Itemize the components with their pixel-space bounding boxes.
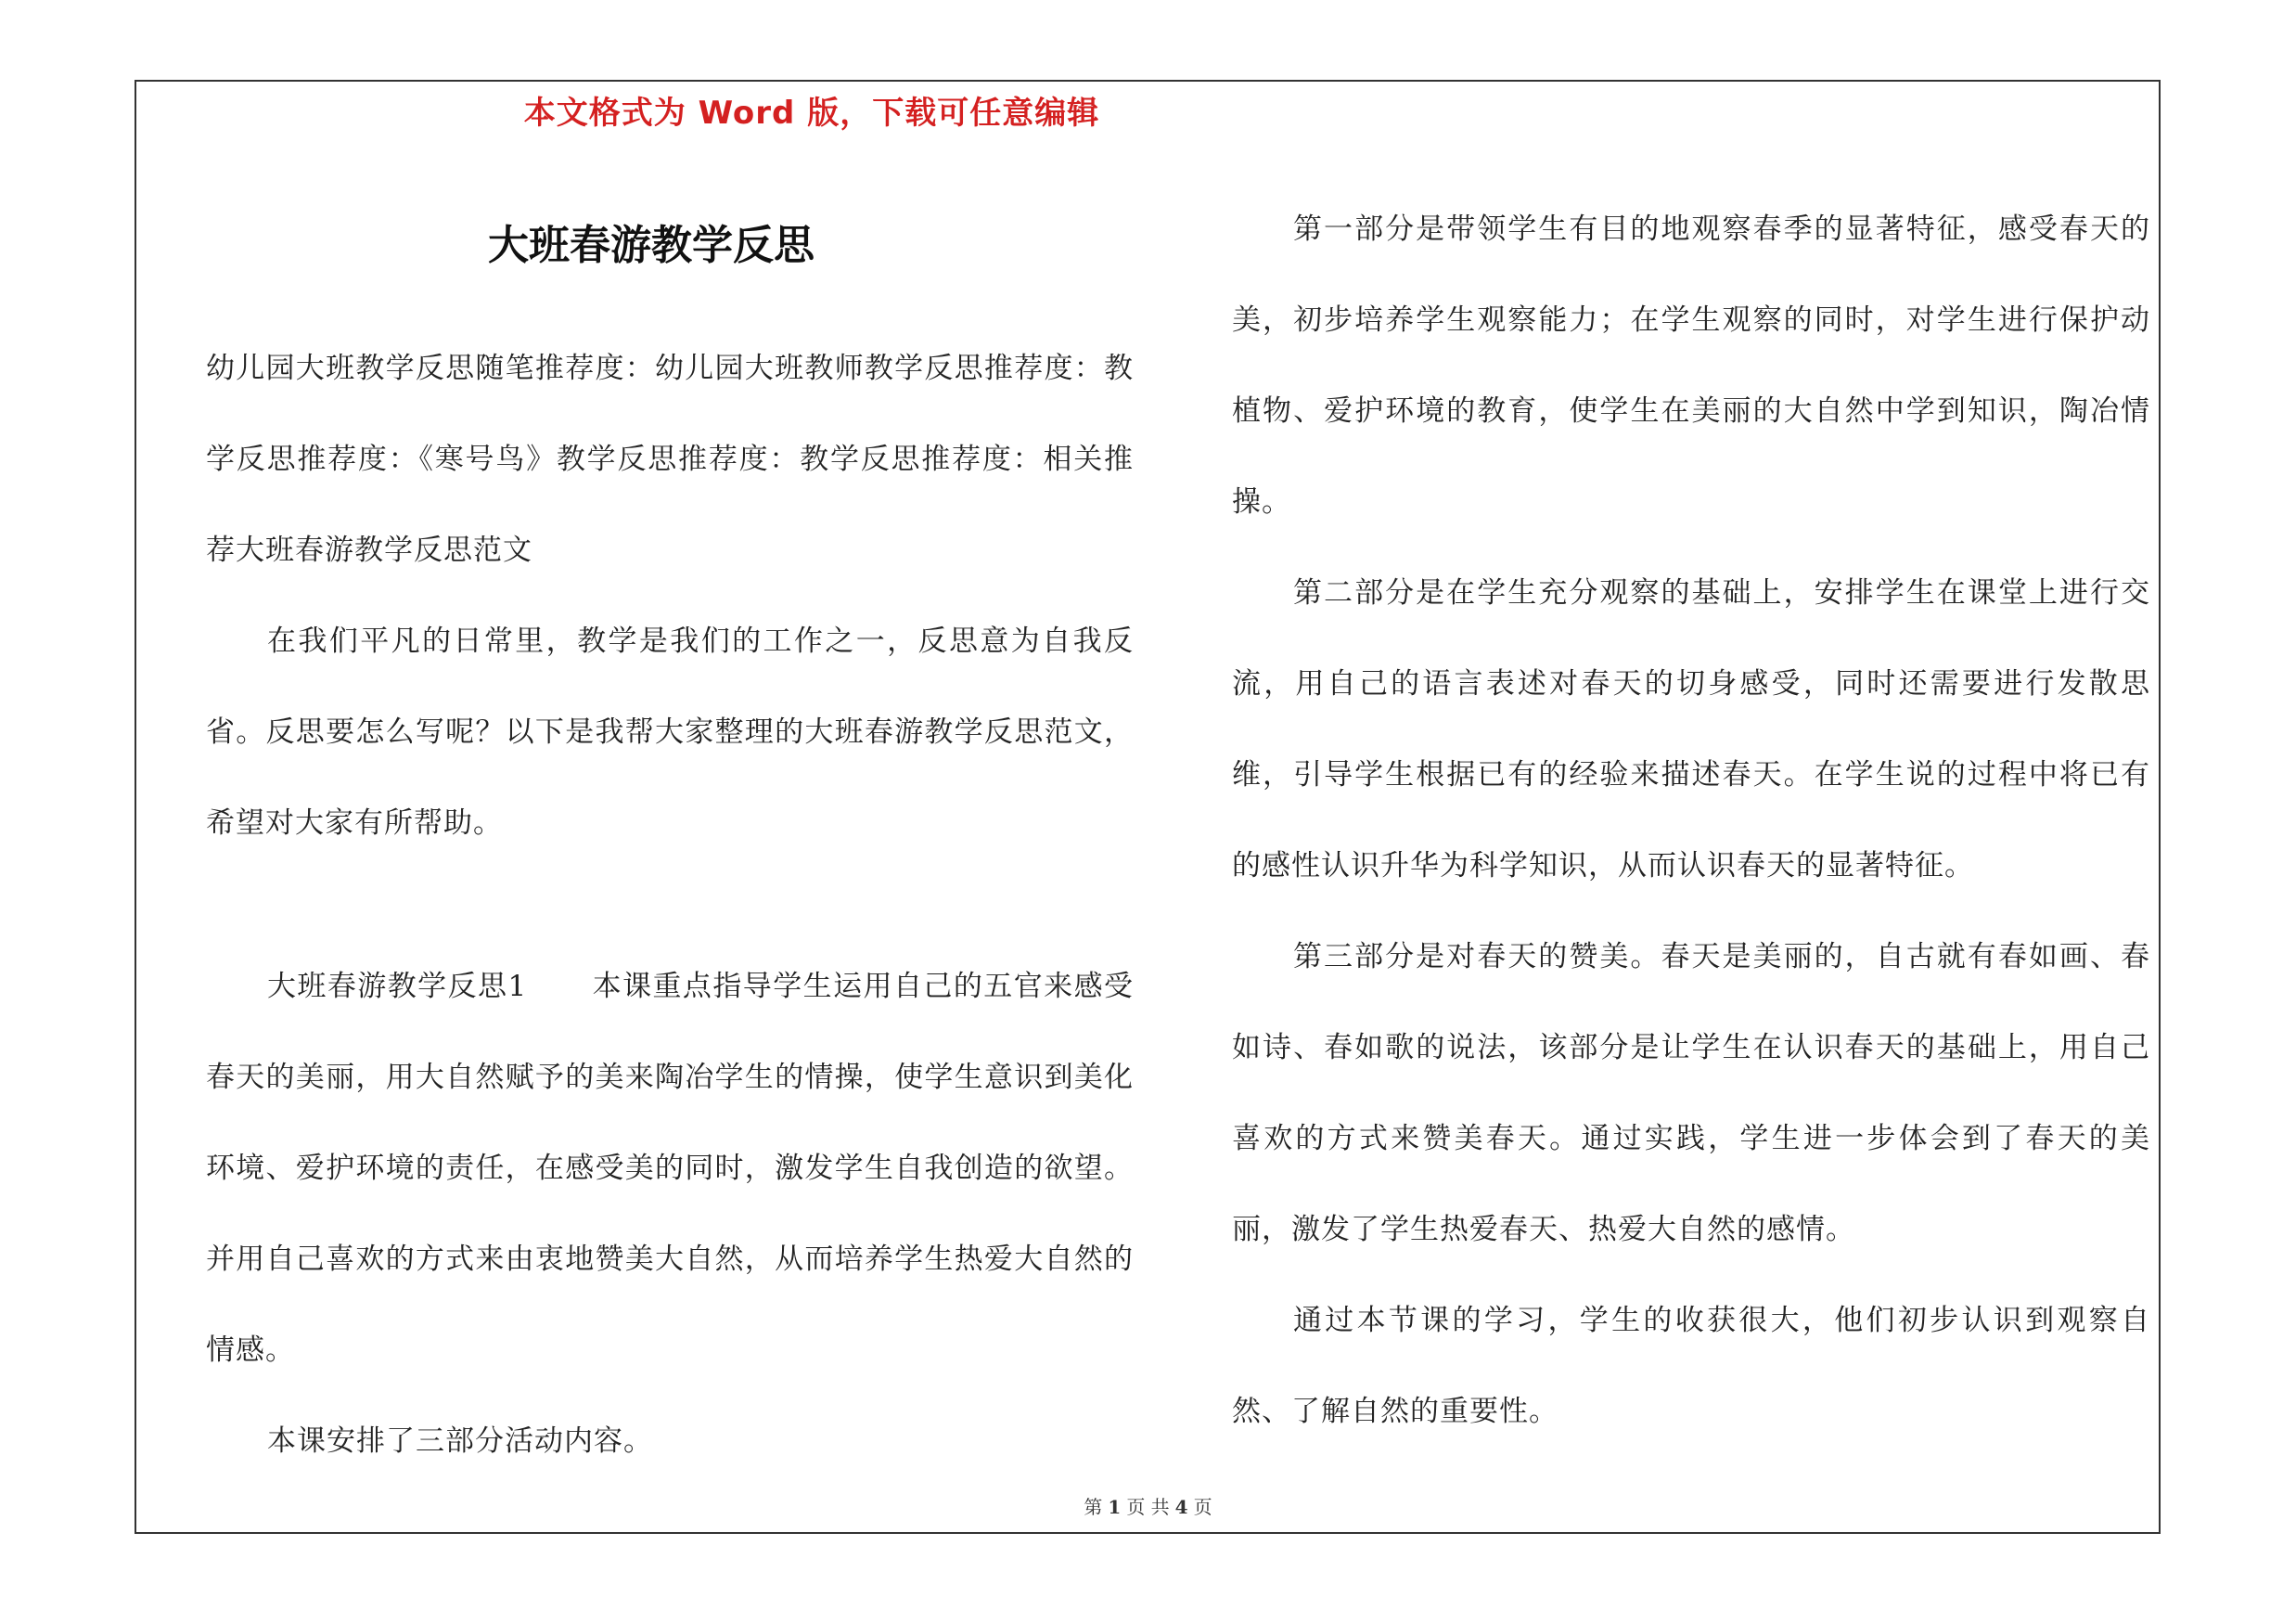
footer-prefix: 第: [1084, 1496, 1103, 1518]
document-title: 大班春游教学反思: [488, 222, 815, 269]
left-column: [206, 139, 1134, 1487]
footer-middle: 页 共: [1126, 1496, 1170, 1518]
part3-paragraph: 第三部分是对春天的赞美。春天是美丽的，自古就有春如画、春如诗、春如歌的说法，该部分是让学生在认识春天的基础上，用自己喜欢的方式来赞美春天。通过实践，学生进一步体会到了春天的美丽，激发了学生热爱春天、热爱大自然的感情。: [1232, 940, 2150, 1246]
right-column: [1232, 184, 2150, 1457]
part2-paragraph: 第二部分是在学生充分观察的基础上，安排学生在课堂上进行交流，用自己的语言表述对春天的切身感受，同时还需要进行发散思维，引导学生根据已有的经验来描述春天。在学生说的过程中将已有的感性认识升华为科学知识，从而认识春天的显著特征。: [1232, 576, 2150, 882]
section-paragraph: [206, 941, 1134, 1396]
section-body: 本课重点指导学生运用自己的五官来感受春天的美丽，用大自然赋予的美来陶冶学生的情操，使学生意识到美化环境、爱护环境的责任，在感受美的同时，激发学生自我创造的欲望。并用自己喜欢的方式来由衷地赞美大自然，从而培养学生热爱大自然的情感。: [206, 970, 1135, 1367]
part1-paragraph: 第一部分是带领学生有目的地观察春季的显著特征，感受春天的美，初步培养学生观察能力；在学生观察的同时，对学生进行保护动植物、爱护环境的教育，使学生在美丽的大自然中学到知识，陶冶情操。: [1232, 213, 2150, 519]
intro-paragraph: 在我们平凡的日常里，教学是我们的工作之一，反思意为自我反省。反思要怎么写呢？以下是我帮大家整理的大班春游教学反思范文，希望对大家有所帮助。: [206, 625, 1134, 840]
footer-total-pages: 4: [1174, 1496, 1188, 1518]
activities-intro-paragraph: 本课安排了三部分活动内容。: [267, 1424, 653, 1458]
footer-current-page: 1: [1108, 1496, 1122, 1518]
section-heading: 大班春游教学反思1: [267, 970, 528, 1003]
footer-suffix: 页: [1193, 1496, 1212, 1518]
word-format-banner: 本文格式为 Word 版，下载可任意编辑: [523, 95, 1100, 132]
conclusion-paragraph: 通过本节课的学习，学生的收获很大，他们初步认识到观察自然、了解自然的重要性。: [1232, 1304, 2150, 1428]
intro-links-paragraph: 幼儿园大班教学反思随笔推荐度：幼儿园大班教师教学反思推荐度：教学反思推荐度：《寒号鸟》教学反思推荐度：教学反思推荐度：相关推荐大班春游教学反思范文: [206, 352, 1134, 567]
page-number-footer: [0, 1492, 2296, 1519]
